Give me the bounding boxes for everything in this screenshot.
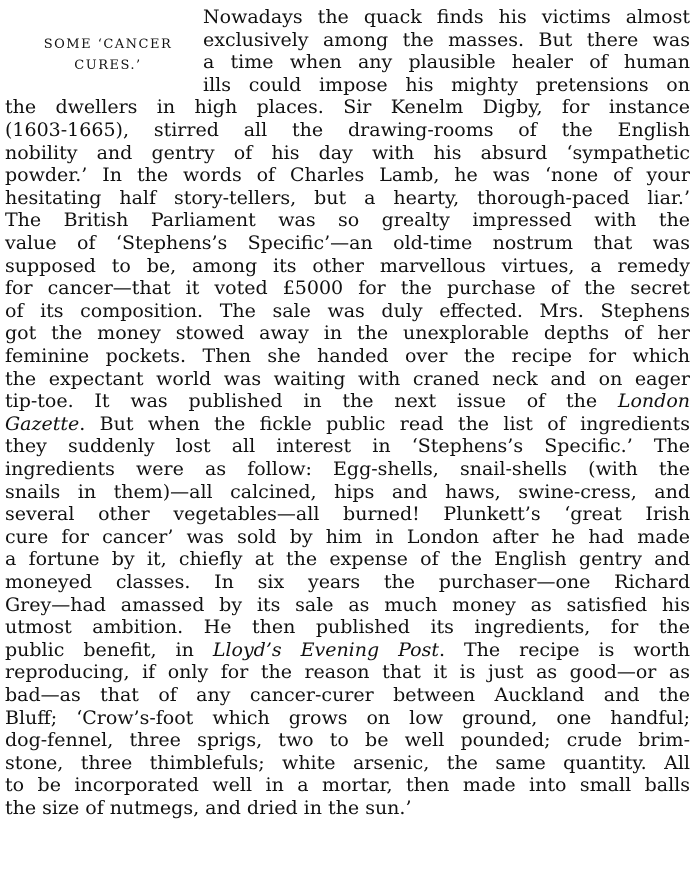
text-line: nobility and gentry of his day with his absurd ‘sympathetic xyxy=(5,141,690,164)
text-line: powder.’ In the words of Charles Lamb, he was ‘none of your xyxy=(5,164,690,187)
text-line: a time when any plausible healer of human xyxy=(203,51,690,74)
side-heading-line-2: CURES.’ xyxy=(74,58,142,73)
text-line: several other vegetables—all burned! Plunkett’s ‘great Irish xyxy=(5,503,690,526)
text-line: value of ‘Stephens’s Specific’—an old-time nostrum that was xyxy=(5,232,690,254)
text-line: a fortune by it, chiefly at the expense of the English gentry and xyxy=(5,548,690,571)
text-line: tip-toe. It was published in the next issue of the London xyxy=(5,390,690,413)
text-line: feminine pockets. Then she handed over the recipe for which xyxy=(5,345,690,367)
text-line: supposed to be, among its other marvellous virtues, a remedy xyxy=(5,254,690,277)
text-line: ingredients were as follow: Egg-shells, snail-shells (with the xyxy=(5,458,690,480)
text-line: they suddenly lost all interest in ‘Stephens’s Specific.’ The xyxy=(5,435,690,458)
text-line: stone, three thimblefuls; white arsenic, the same quantity. All xyxy=(5,751,690,774)
text-line: got the money stowed away in the unexplorable depths of her xyxy=(5,322,690,345)
text-line: snails in them)—all calcined, hips and haws, swine-cress, and xyxy=(5,480,690,503)
text-line: Grey—had amassed by its sale as much money as satisfied his xyxy=(5,593,690,616)
document-page xyxy=(5,4,690,866)
side-heading-line-1: SOME ‘CANCER xyxy=(43,37,173,52)
text-line: Bluff; ‘Crow’s-foot which grows on low ground, one handful; xyxy=(5,706,690,729)
text-line: of its composition. The sale was duly effected. Mrs. Stephens xyxy=(5,299,690,322)
text-line: bad—as that of any cancer-curer between Auckland and the xyxy=(5,684,690,706)
text-line: public benefit, in Lloyd’s Evening Post. The recipe is worth xyxy=(5,638,690,661)
text-line: exclusively among the masses. But there was xyxy=(203,28,690,51)
text-line: cure for cancer’ was sold by him in London after he had made xyxy=(5,525,690,548)
text-line: Gazette. But when the fickle public read the list of ingredients xyxy=(5,412,690,435)
text-line: the size of nutmegs, and dried in the sun.’ xyxy=(5,797,412,819)
text-line: dog-fennel, three sprigs, two to be well pounded; crude brim- xyxy=(5,729,690,752)
text-line: for cancer—that it voted £5000 for the purchase of the secret xyxy=(5,277,690,300)
text-line: ills could impose his mighty pretensions on xyxy=(203,73,690,96)
text-line: utmost ambition. He then published its ingredients, for the xyxy=(5,616,690,639)
text-line: hesitating half story-tellers, but a hearty, thorough-paced liar.’ xyxy=(5,186,690,209)
text-line: The British Parliament was so grealty impressed with the xyxy=(5,209,690,232)
text-line: the expectant world was waiting with craned neck and on eager xyxy=(5,367,690,390)
text-line: Nowadays the quack finds his victims almost xyxy=(203,6,690,28)
text-line: moneyed classes. In six years the purchaser—one Richard xyxy=(5,571,690,593)
text-line: to be incorporated well in a mortar, then made into small balls xyxy=(5,774,690,797)
side-heading xyxy=(23,34,193,76)
text-line: (1603-1665), stirred all the drawing-rooms of the English xyxy=(5,119,690,141)
text-line: reproducing, if only for the reason that it is just as good—or as xyxy=(5,661,690,684)
text-line: the dwellers in high places. Sir Kenelm Digby, for instance xyxy=(5,96,690,119)
